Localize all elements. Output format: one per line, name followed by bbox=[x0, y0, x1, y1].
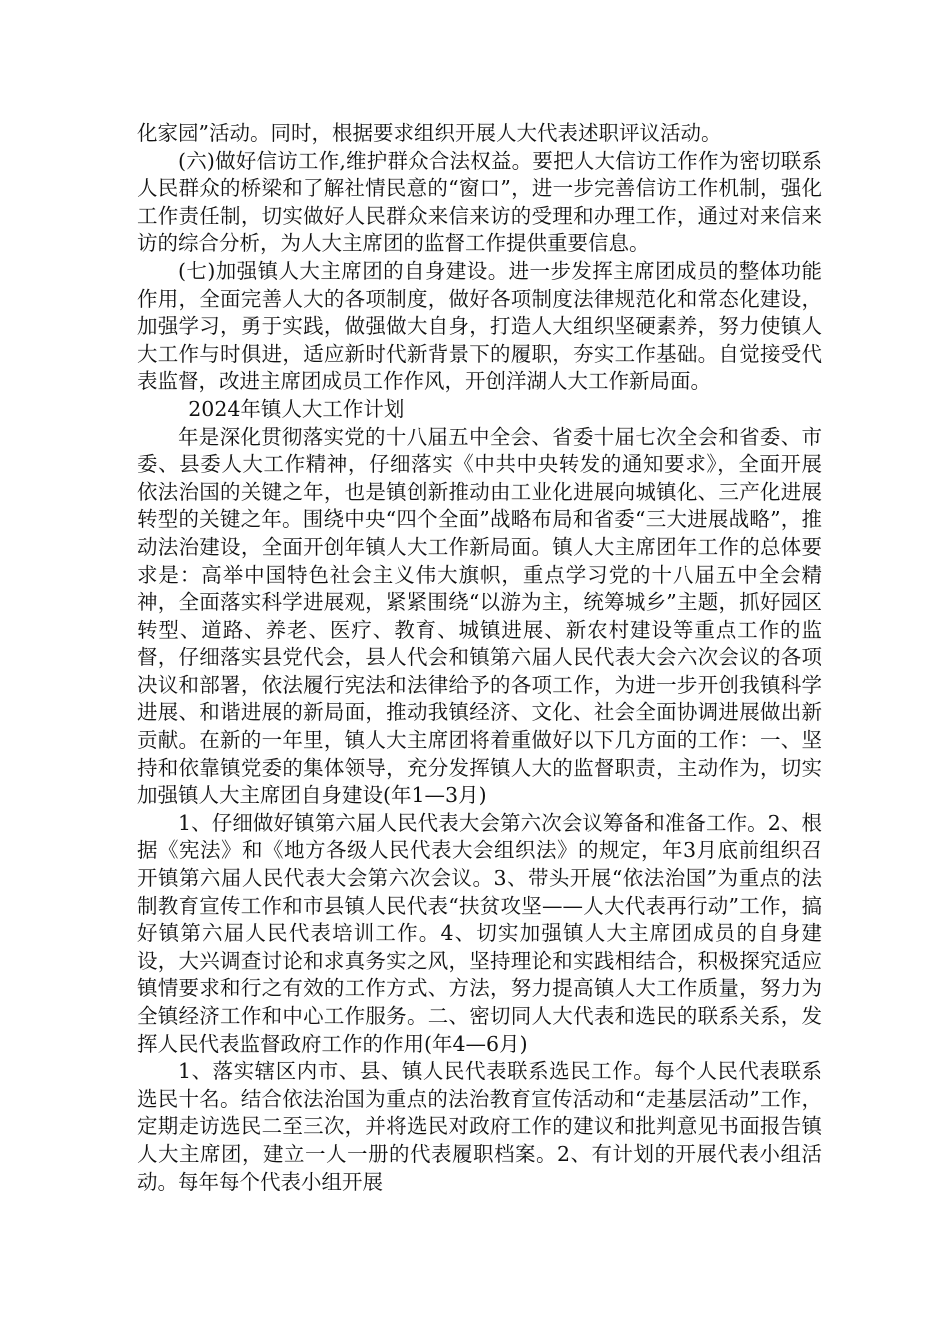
paragraph-petitions: (六)做好信访工作,维护群众合法权益。要把人大信访工作作为密切联系人民群众的桥梁和了解社情民意的“窗口”，进一步完善信访工作机制，强化工作责任制，切实做好人民群众来信来访的受理和办理工作，通过对来信来访的综合分析，为人大主席团的监督工作提供重要信息。 bbox=[137, 148, 822, 256]
paragraph-q1-tasks: 1、仔细做好镇第六届人民代表大会第六次会议筹备和准备工作。2、根据《宪法》和《地方各级人民代表大会组织法》的规定，年3月底前组织召开镇第六届人民代表大会第六次会议。3、带头开展“依法治国”为重点的法制教育宣传工作和市县镇人民代表“扶贫攻坚——人大代表再行动”工作，搞好镇第六届人民代表培训工作。4、切实加强镇人大主席团成员的自身建设，大兴调查讨论和求真务实之风，坚持理论和实践相结合，积极探究适应镇情要求和行之有效的工作方式、方法，努力提高镇人大工作质量，努力为全镇经济工作和中心工作服务。二、密切同人大代表和选民的联系关系，发挥人民代表监督政府工作的作用(年4—6月) bbox=[137, 810, 822, 1056]
paragraph-q2-tasks: 1、落实辖区内市、县、镇人民代表联系选民工作。每个人民代表联系选民十名。结合依法治国为重点的法治教育宣传活动和“走基层活动”工作，定期走访选民二至三次，并将选民对政府工作的建议和批判意见书面报告镇人大主席团，建立一人一册的代表履职档案。2、有计划的开展代表小组活动。每年每个代表小组开展 bbox=[137, 1059, 822, 1194]
paragraph-continuation: 化家园”活动。同时，根据要求组织开展人大代表述职评议活动。 bbox=[137, 121, 722, 145]
document-title: 2024年镇人大工作计划 bbox=[188, 396, 405, 421]
paragraph-self-building: (七)加强镇人大主席团的自身建设。进一步发挥主席团成员的整体功能作用，全面完善人大的各项制度，做好各项制度法律规范化和常态化建设，加强学习，勇于实践，做强做大自身，打造人大组织坚硬素养，努力使镇人大工作与时俱进，适应新时代新背景下的履职，夯实工作基础。自觉接受代表监督，改进主席团成员工作作风，开创洋湖人大工作新局面。 bbox=[137, 258, 822, 394]
paragraph-overview: 年是深化贯彻落实党的十八届五中全会、省委十届七次全会和省委、市委、县委人大工作精神，仔细落实《中共中央转发的通知要求》，全面开展依法治国的关键之年，也是镇创新推动由工业化进展向城镇化、三产化进展转型的关键之年。围绕中央“四个全面”战略布局和省委“三大进展战略”，推动法治建设，全面开创年镇人大工作新局面。镇人大主席团年工作的总体要求是：高举中国特色社会主义伟大旗帜，重点学习党的十八届五中全会精神，全面落实科学进展观，紧紧围绕“以游为主，统筹城乡”主题，抓好园区转型、道路、养老、医疗、教育、城镇进展、新农村建设等重点工作的监督，仔细落实县党代会，县人代会和镇第六届人民代表大会六次会议的各项决议和部署，依法履行宪法和法律给予的各项工作，为进一步开创我镇科学进展、和谐进展的新局面，推动我镇经济、文化、社会全面协调进展做出新贡献。在新的一年里，镇人大主席团将着重做好以下几方面的工作：一、坚持和依靠镇党委的集体领导，充分发挥镇人大的监督职责，主动作为，切实加强镇人大主席团自身建设(年1—3月) bbox=[137, 424, 822, 808]
document-body bbox=[137, 120, 822, 1196]
